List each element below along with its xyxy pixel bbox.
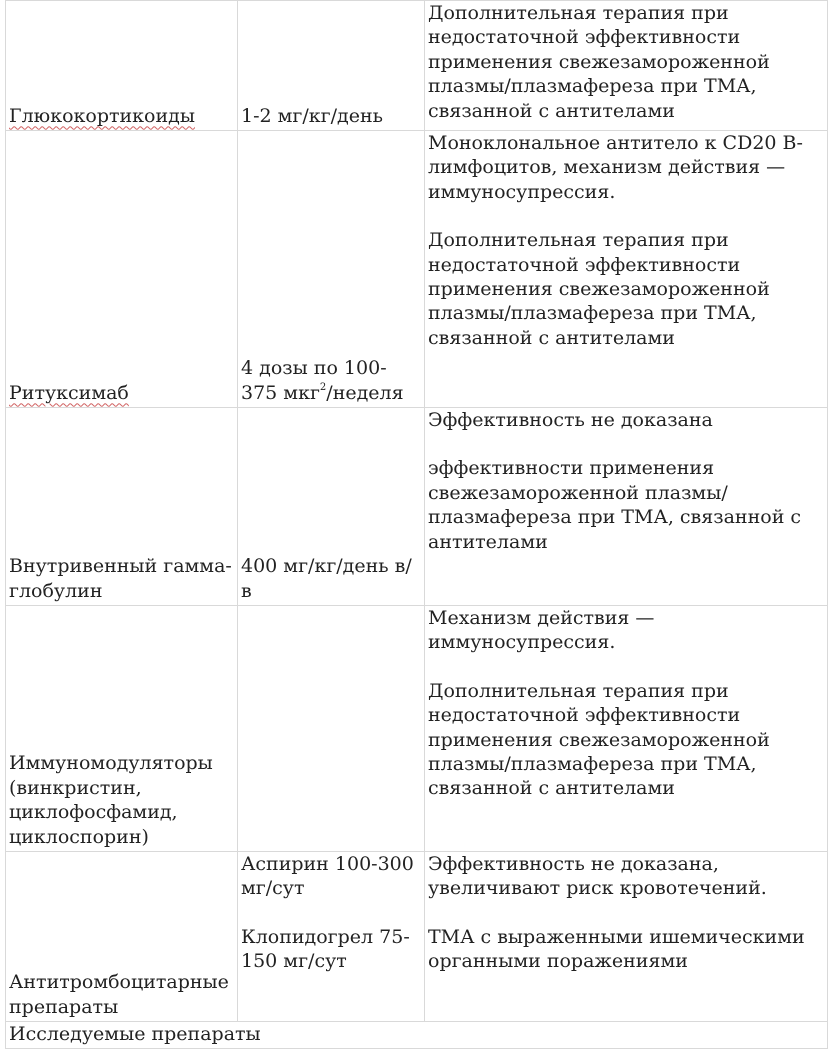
table-row [6,1,828,131]
table-row [6,408,828,606]
note-text: Дополнительная терапия при недостаточной эффективности применения свежезамороженной плазмы/плазмафереза при ТМА, связанной с антителами [428,2,770,122]
note-text: эффективности применения свежезамороженной плазмы/плазмафереза при ТМА, связанной с антителами [428,457,802,553]
note-text: Эффективность не доказана [428,409,713,431]
drug-name-cell: Глюкокортикоиды [6,1,238,131]
notes-cell [425,606,828,852]
dose-cell: 1-2 мг/кг/день [238,1,425,131]
note-text: Механизм действия — иммуносупрессия. [428,607,655,654]
dose-text: Клопидогрел 75-150 мг/сут [241,925,410,973]
drug-name-cell: Ритуксимаб [6,131,238,408]
drug-table [5,0,828,1049]
note-text: Дополнительная терапия при недостаточной эффективности применения свежезамороженной плазмы/плазмафереза при ТМА, связанной с антителами [428,679,770,800]
drug-name-cell: Иммуномодуляторы (винкристин, циклофосфамид, циклоспорин) [6,606,238,852]
notes-cell [425,852,828,1022]
notes-cell [425,408,828,606]
dose-cell: 400 мг/кг/день в/в [238,408,425,606]
dose-cell [238,852,425,1022]
table-row [6,852,828,1022]
dose-text: Аспирин 100-300 мг/сут [241,853,414,900]
table-row [6,131,828,408]
notes-cell [425,131,828,408]
note-text: Дополнительная терапия при недостаточной эффективности применения свежезамороженной плазмы/плазмафереза при ТМА, связанной с антителами [428,229,770,349]
note-text: ТМА с выраженными ишемическими органными поражениями [428,925,805,973]
note-text: Эффективность не доказана, увеличивают риск кровотечений. [428,853,767,900]
section-header: Исследуемые препараты [6,1022,828,1049]
table-row [6,606,828,852]
dose-cell: 4 дозы по 100-375 мкг$^2$/неделя [238,131,425,408]
drug-name-cell: Антитромбоцитарные препараты [6,852,238,1022]
drug-name-cell: Внутривенный гамма-глобулин [6,408,238,606]
table-row [6,1022,828,1049]
notes-cell [425,1,828,131]
dose-cell [238,606,425,852]
note-text: Моноклональное антитело к CD20 В-лимфоцитов, механизм действия — иммуносупрессия. [428,132,803,203]
